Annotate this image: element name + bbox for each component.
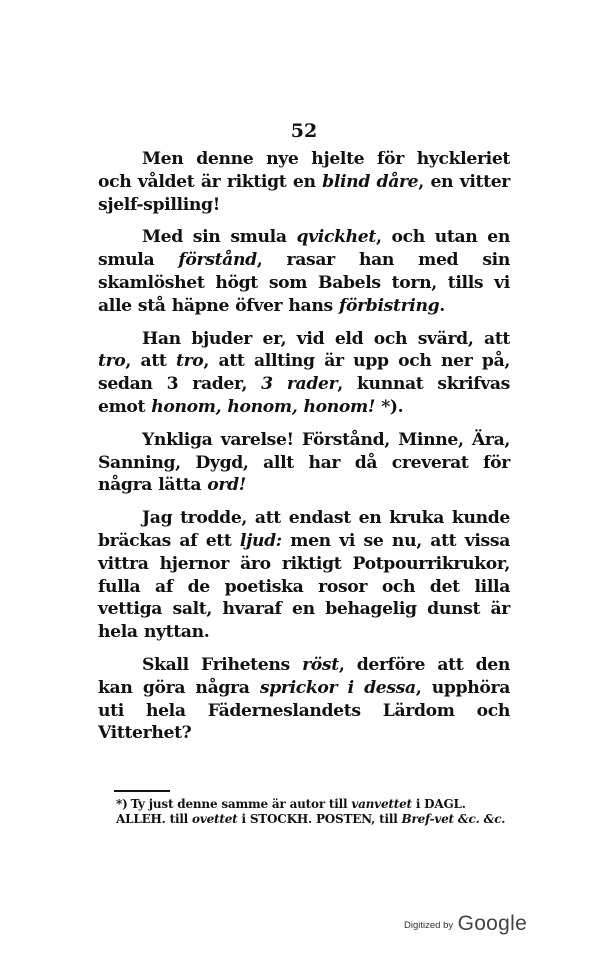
text-run: Jag trodde, att endast en kruka kunde bräckas af ett xyxy=(98,508,510,551)
italic-run: honom, honom, honom! xyxy=(151,396,376,417)
paragraph-4 xyxy=(98,429,510,497)
text-run: , att xyxy=(125,351,176,372)
paragraph-2 xyxy=(98,226,510,317)
footnote-mark: *) xyxy=(116,797,128,811)
italic-run: tro xyxy=(98,351,126,372)
text-run: Skall Frihetens xyxy=(142,654,303,675)
italic-run: röst xyxy=(302,654,339,675)
text-run: i DAGL. ALLEH. till xyxy=(116,797,466,826)
italic-run: ljud: xyxy=(239,530,282,551)
text-run: men vi se nu, att vissa vittra hjernor äro riktigt Potpourrikrukor, fulla af de poetiska rosor och det lilla vettiga salt, hvaraf en behagelig dunst är hela nyttan. xyxy=(98,530,510,643)
text-run: , att allting är upp och ner på, sedan 3 rader, xyxy=(98,351,511,395)
footnote-divider xyxy=(114,790,170,792)
paragraph-3 xyxy=(98,328,510,419)
body-text xyxy=(98,148,510,745)
text-run: Han bjuder er, vid eld och svärd, att xyxy=(142,328,510,349)
watermark-prefix: Digitized by xyxy=(404,920,454,931)
italic-run: 3 rader xyxy=(261,374,338,395)
text-run: , en vitter sjelf-spilling! xyxy=(98,171,510,215)
italic-run: ovettet xyxy=(192,812,238,826)
text-run: Ynkliga varelse! Förstånd, Minne, Ära, Sanning, Dygd, allt har då creverat för några lätta xyxy=(98,429,510,496)
text-run: i STOCKH. POSTEN, till xyxy=(237,812,402,826)
text-run: Med sin smula xyxy=(142,227,297,248)
text-run: , och utan en smula xyxy=(98,227,510,271)
page-number: 52 xyxy=(290,120,318,142)
footnote xyxy=(116,797,512,827)
paragraph-1 xyxy=(98,148,510,216)
text-run: , rasar han med sin skamlöshet högt som Babels torn, tills vi alle stå häpne öfver hans xyxy=(98,250,510,316)
italic-run: qvickhet xyxy=(296,227,376,248)
italic-run: sprickor i dessa xyxy=(259,677,416,698)
italic-run: blind dåre xyxy=(322,171,419,192)
italic-run: ord! xyxy=(207,475,246,496)
digitized-watermark xyxy=(404,912,527,936)
text-run: , upphöra uti hela Fäderneslandets Lärdom och Vitterhet? xyxy=(98,677,510,744)
text-run: . xyxy=(439,295,445,316)
italic-run: tro xyxy=(176,351,204,372)
italic-run: förstånd xyxy=(178,250,257,271)
italic-run: Bref-vet &c. &c. xyxy=(401,812,506,826)
paragraph-5 xyxy=(98,507,510,644)
google-logo: Google xyxy=(457,912,528,935)
text-run: Ty just denne samme är autor till xyxy=(130,797,352,811)
italic-run: förbistring xyxy=(338,295,440,316)
footnote-reference: *). xyxy=(375,396,404,417)
italic-run: vanvettet xyxy=(351,797,412,811)
text-run: Men denne nye hjelte för hyckleriet och våldet är riktigt en xyxy=(98,149,510,192)
text-run: , derföre att den kan göra några xyxy=(98,654,510,698)
paragraph-6 xyxy=(98,654,510,745)
text-run: , kunnat skrifvas emot xyxy=(98,374,510,417)
